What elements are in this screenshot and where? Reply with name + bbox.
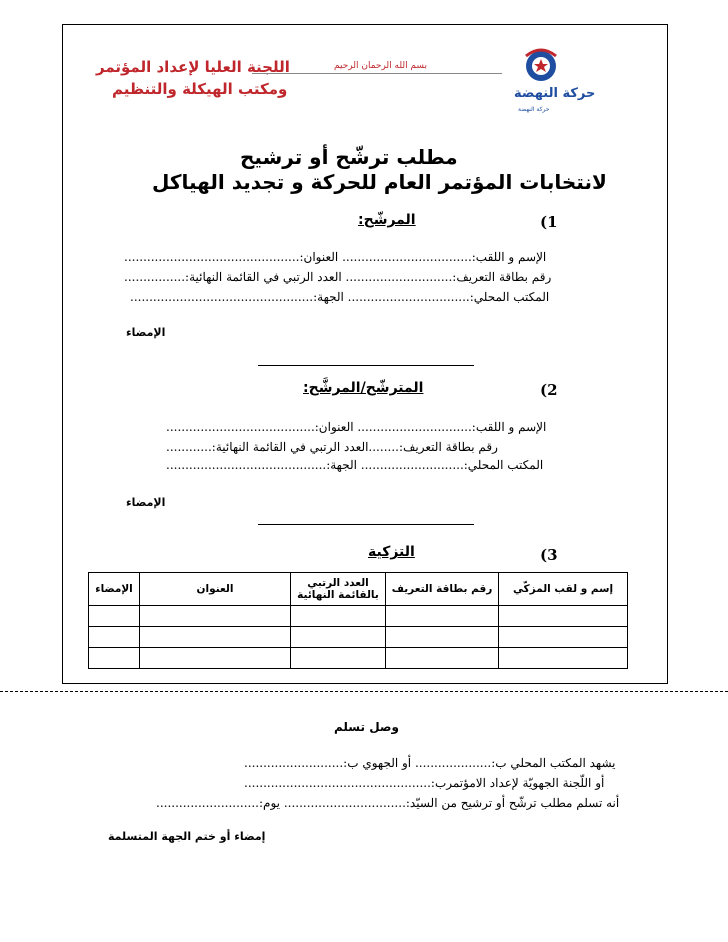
table-cell[interactable] — [386, 627, 499, 648]
nahda-logo — [506, 46, 596, 116]
col-endorser-name: إسم و لقب المزكّي — [499, 573, 628, 606]
table-cell[interactable] — [386, 648, 499, 669]
section1-line-name-address: الإسم و اللقب:.................................. العنوان:.............................................. — [124, 250, 547, 264]
table-cell[interactable] — [140, 648, 291, 669]
table-cell[interactable] — [499, 648, 628, 669]
form-title-line2: لانتخابات المؤتمر العام للحركة و تجديد الهياكل — [152, 170, 607, 194]
table-cell[interactable] — [89, 627, 140, 648]
receipt-line-office: يشهد المكتب المحلي ب:.................... أو الجهوي ب:.......................... — [244, 756, 616, 770]
section2-title: المترشّح/المرشَّح: — [303, 380, 424, 396]
table-cell[interactable] — [291, 648, 386, 669]
col-signature: الإمضاء — [89, 573, 140, 606]
table-cell[interactable] — [140, 606, 291, 627]
table-row — [89, 606, 628, 627]
section2-signature-label: الإمضاء — [126, 496, 166, 509]
committee-title-line1: اللجنة العليا لإعداد المؤتمر — [96, 58, 290, 76]
receipt-line-committee: أو اللّجنة الجهويّة لإعداد الامؤتمرب:................................................. — [244, 776, 605, 790]
endorsement-table — [88, 572, 628, 669]
committee-title-line2: ومكتب الهيكلة والتنظيم — [112, 80, 288, 98]
section2-number: (2 — [540, 381, 558, 399]
section3-number: (3 — [540, 546, 558, 564]
section2-line-office-region: المكتب المحلي:........................... الجهة:.......................................... — [166, 458, 544, 472]
table-cell[interactable] — [499, 627, 628, 648]
endorsement-table-header — [89, 573, 628, 606]
basmala: بسم الله الرحمان الرحيم — [334, 61, 427, 71]
table-cell[interactable] — [291, 627, 386, 648]
section1-signature-label: الإمضاء — [126, 326, 166, 339]
table-cell[interactable] — [386, 606, 499, 627]
table-cell[interactable] — [89, 648, 140, 669]
receipt-line-received-from: أنه تسلم مطلب ترشّح أو ترشيح من السيّد:................................ يوم:........................... — [156, 796, 620, 810]
section1-line-id-rank: رقم بطاقة التعريف:............................ العدد الرتبي في القائمة النهائية:................ — [124, 270, 552, 284]
section-divider-1 — [258, 365, 474, 366]
cut-line — [0, 691, 728, 692]
receipt-signature-label: إمضاء أو ختم الجهة المتسلمة — [108, 830, 266, 843]
logo-wordmark: حركة النهضة — [514, 86, 596, 101]
form-title-line1: مطلب ترشّح أو ترشيح — [240, 145, 458, 169]
section2-line-id-rank: رقم بطاقة التعريف:........العدد الرتبي في القائمة النهائية:............ — [166, 440, 498, 454]
col-rank-number: العدد الرتبي بالقائمة النهائية — [291, 573, 386, 606]
header-rule — [252, 73, 502, 74]
section2-line-name-address: الإسم و اللقب:.............................. العنوان:....................................... — [166, 420, 547, 434]
table-cell[interactable] — [499, 606, 628, 627]
table-row — [89, 648, 628, 669]
table-row — [89, 627, 628, 648]
section1-number: (1 — [540, 213, 558, 231]
section3-title: التزكية — [368, 544, 415, 560]
section-divider-2 — [258, 524, 474, 525]
table-cell[interactable] — [89, 606, 140, 627]
section1-line-office-region: المكتب المحلي:................................ الجهة:................................................ — [130, 290, 550, 304]
section1-title: المرشّح: — [358, 212, 416, 228]
table-cell[interactable] — [291, 606, 386, 627]
table-cell[interactable] — [140, 627, 291, 648]
logo-subtext: حركة النهضة — [518, 106, 550, 113]
col-id-number: رقم بطاقة التعريف — [386, 573, 499, 606]
receipt-title: وصل تسلم — [334, 720, 399, 734]
col-address: العنوان — [140, 573, 291, 606]
